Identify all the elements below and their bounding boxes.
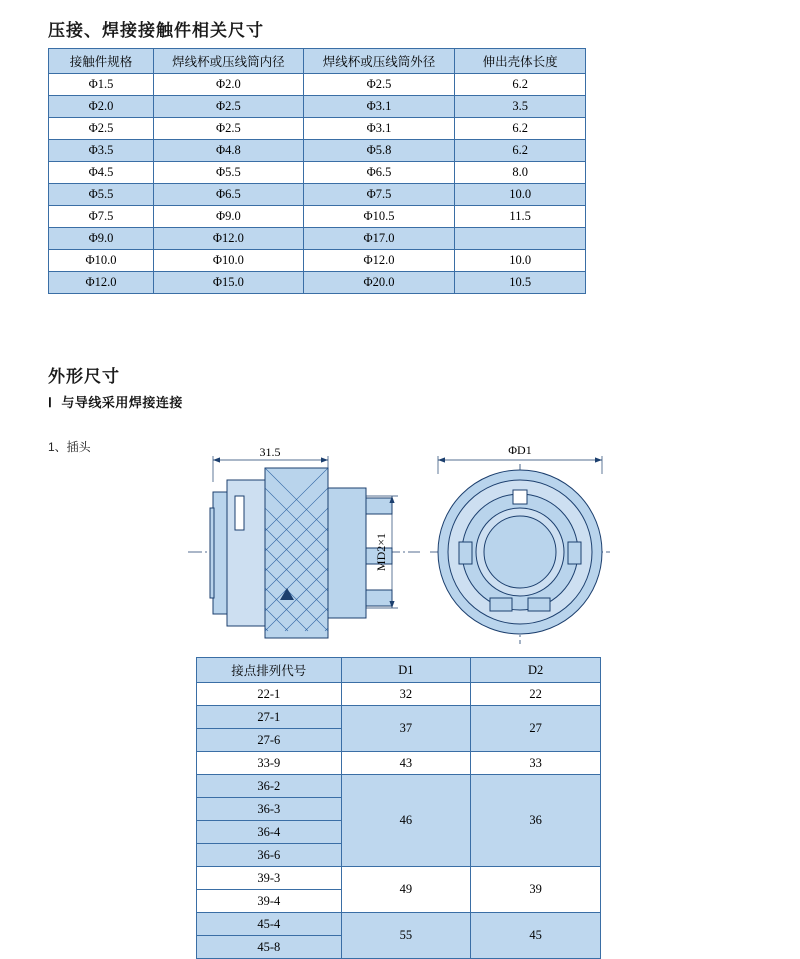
contact-arrangement-table xyxy=(196,657,601,959)
table-cell: 6.2 xyxy=(455,118,586,140)
table-row xyxy=(49,74,586,96)
table-cell: Φ7.5 xyxy=(303,184,455,206)
table-cell xyxy=(455,228,586,250)
table-cell: Φ6.5 xyxy=(154,184,304,206)
table-cell: Φ2.5 xyxy=(49,118,154,140)
column-header: D1 xyxy=(341,658,471,683)
table-row xyxy=(49,96,586,118)
arrangement-code-cell: 36-2 xyxy=(197,775,342,798)
table-header-row xyxy=(49,49,586,74)
subsection-numeral: Ⅰ xyxy=(48,395,53,410)
table-header-row xyxy=(197,658,601,683)
item-label-plug: 1、插头 xyxy=(48,440,91,454)
table-row xyxy=(49,206,586,228)
table-cell: 6.2 xyxy=(455,140,586,162)
column-header: 接点排列代号 xyxy=(197,658,342,683)
table-row xyxy=(197,706,601,729)
table-cell: Φ4.5 xyxy=(49,162,154,184)
table-cell: Φ9.0 xyxy=(154,206,304,228)
page-title-contacts: 压接、焊接接触件相关尺寸 xyxy=(48,21,264,40)
arrangement-code-cell: 36-4 xyxy=(197,821,342,844)
arrangement-code-cell: 27-6 xyxy=(197,729,342,752)
d2-value-cell: 27 xyxy=(471,706,601,752)
table-row xyxy=(49,228,586,250)
table-row xyxy=(49,162,586,184)
table-row xyxy=(49,250,586,272)
table-cell: Φ20.0 xyxy=(303,272,455,294)
table-cell: 11.5 xyxy=(455,206,586,228)
table-cell: Φ6.5 xyxy=(303,162,455,184)
arrangement-code-cell: 36-3 xyxy=(197,798,342,821)
d2-value-cell: 36 xyxy=(471,775,601,867)
table-row xyxy=(197,683,601,706)
table-cell: Φ12.0 xyxy=(154,228,304,250)
subsection-text: 与导线采用焊接连接 xyxy=(61,395,183,410)
d2-value-cell: 39 xyxy=(471,867,601,913)
table-cell: Φ3.1 xyxy=(303,96,455,118)
table-row xyxy=(49,140,586,162)
table-cell: Φ2.0 xyxy=(154,74,304,96)
table-cell: Φ10.5 xyxy=(303,206,455,228)
table-row xyxy=(197,867,601,890)
table-cell: Φ10.0 xyxy=(49,250,154,272)
table-cell: Φ2.5 xyxy=(303,74,455,96)
contacts-dimension-table xyxy=(48,48,586,294)
table-row xyxy=(49,118,586,140)
table-cell: Φ12.0 xyxy=(49,272,154,294)
table-cell: Φ2.0 xyxy=(49,96,154,118)
table-cell: 3.5 xyxy=(455,96,586,118)
dimension-diameter-label: ΦD1 xyxy=(508,443,532,457)
arrangement-code-cell: 39-4 xyxy=(197,890,342,913)
table-cell: 10.5 xyxy=(455,272,586,294)
table-cell: Φ10.0 xyxy=(154,250,304,272)
d1-value-cell: 37 xyxy=(341,706,471,752)
page-title-outline: 外形尺寸 xyxy=(48,367,120,386)
subsection-heading xyxy=(48,392,183,411)
table-row xyxy=(49,272,586,294)
d1-value-cell: 43 xyxy=(341,752,471,775)
d1-value-cell: 49 xyxy=(341,867,471,913)
column-header: 伸出壳体长度 xyxy=(455,49,586,74)
table-cell: 10.0 xyxy=(455,250,586,272)
arrangement-code-cell: 22-1 xyxy=(197,683,342,706)
table-cell: Φ2.5 xyxy=(154,96,304,118)
d1-value-cell: 46 xyxy=(341,775,471,867)
d2-value-cell: 33 xyxy=(471,752,601,775)
table-cell: Φ5.5 xyxy=(154,162,304,184)
connector-technical-drawing xyxy=(180,430,620,655)
arrangement-code-cell: 27-1 xyxy=(197,706,342,729)
table-row xyxy=(49,184,586,206)
table-cell: Φ3.5 xyxy=(49,140,154,162)
table-cell: Φ7.5 xyxy=(49,206,154,228)
table-row xyxy=(197,913,601,936)
arrangement-code-cell: 36-6 xyxy=(197,844,342,867)
arrangement-code-cell: 45-4 xyxy=(197,913,342,936)
table-cell: Φ2.5 xyxy=(154,118,304,140)
table-row xyxy=(197,752,601,775)
d2-value-cell: 45 xyxy=(471,913,601,959)
table-cell: 6.2 xyxy=(455,74,586,96)
table-row xyxy=(197,775,601,798)
d1-value-cell: 55 xyxy=(341,913,471,959)
table-cell: Φ3.1 xyxy=(303,118,455,140)
dimension-thread-label: MD2×1 xyxy=(374,532,388,572)
column-header: D2 xyxy=(471,658,601,683)
table-cell: Φ5.8 xyxy=(303,140,455,162)
d1-value-cell: 32 xyxy=(341,683,471,706)
column-header: 焊线杯或压线筒内径 xyxy=(154,49,304,74)
arrangement-code-cell: 33-9 xyxy=(197,752,342,775)
table-cell: 8.0 xyxy=(455,162,586,184)
table-cell: Φ15.0 xyxy=(154,272,304,294)
arrangement-code-cell: 39-3 xyxy=(197,867,342,890)
dimension-length-label: 31.5 xyxy=(259,445,281,459)
table-cell: Φ5.5 xyxy=(49,184,154,206)
arrangement-code-cell: 45-8 xyxy=(197,936,342,959)
column-header: 焊线杯或压线筒外径 xyxy=(303,49,455,74)
table-cell: 10.0 xyxy=(455,184,586,206)
table-cell: Φ12.0 xyxy=(303,250,455,272)
table-cell: Φ17.0 xyxy=(303,228,455,250)
table-cell: Φ1.5 xyxy=(49,74,154,96)
column-header: 接触件规格 xyxy=(49,49,154,74)
table-cell: Φ9.0 xyxy=(49,228,154,250)
table-cell: Φ4.8 xyxy=(154,140,304,162)
d2-value-cell: 22 xyxy=(471,683,601,706)
